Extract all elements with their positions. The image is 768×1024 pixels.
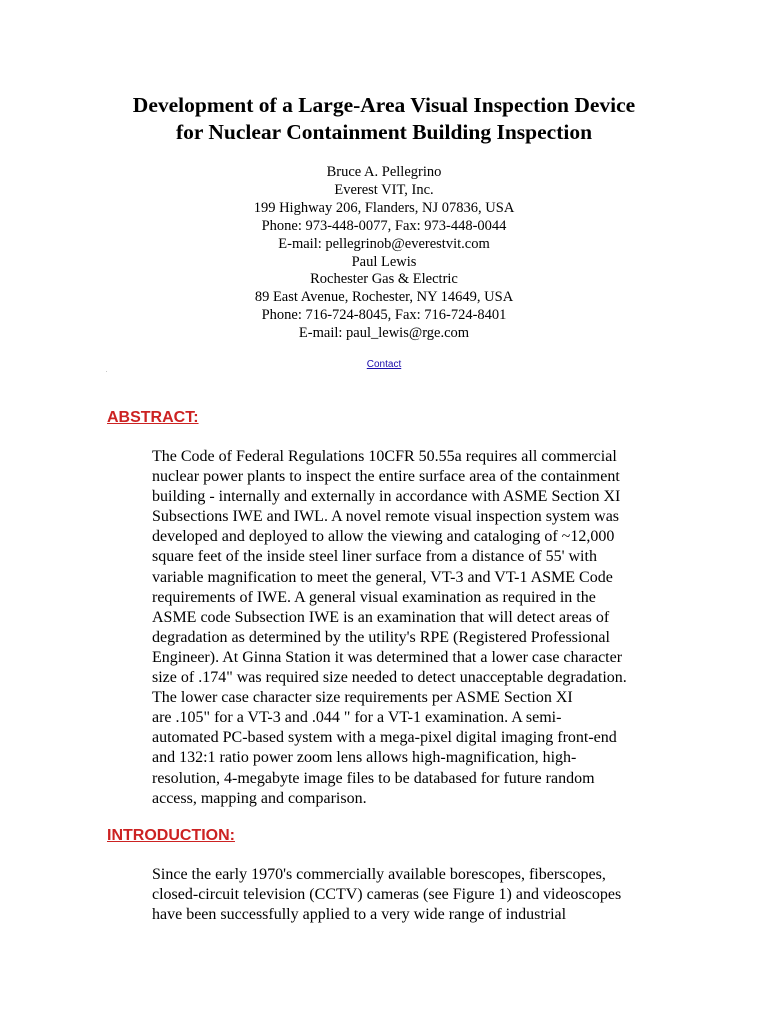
author-affiliation: Everest VIT, Inc.	[334, 181, 434, 198]
abstract-line: variable magnification to meet the general, VT-3 and VT-1 ASME Code	[152, 568, 613, 586]
introduction-line: have been successfully applied to a very wide range of industrial	[152, 906, 567, 924]
author-name: Bruce A. Pellegrino	[326, 164, 442, 180]
abstract-heading: ABSTRACT:	[107, 409, 199, 426]
abstract-line: automated PC-based system with a mega-pixel digital imaging front-end	[152, 729, 617, 747]
title-line-1: Development of a Large-Area Visual Inspection Device	[132, 93, 636, 117]
stray-dot	[106, 371, 107, 372]
author-phone: Phone: 973-448-0077, Fax: 973-448-0044	[261, 217, 507, 234]
abstract-paragraph	[152, 447, 672, 809]
abstract-line: requirements of IWE. A general visual examination as required in the	[152, 588, 596, 606]
author-address: 199 Highway 206, Flanders, NJ 07836, USA	[253, 199, 515, 216]
contact-link[interactable]: Contact	[366, 359, 402, 370]
abstract-line: Subsections IWE and IWL. A novel remote visual inspection system was	[152, 508, 620, 526]
abstract-line: square feet of the inside steel liner surface from a distance of 55' with	[152, 548, 597, 566]
abstract-line: building - internally and externally in accordance with ASME Section XI	[152, 488, 621, 506]
abstract-line: degradation as determined by the utility's RPE (Registered Professional	[152, 628, 610, 646]
abstract-line: size of .174" was required size needed to detect unacceptable degradation.	[152, 669, 627, 687]
abstract-line: The Code of Federal Regulations 10CFR 50.55a requires all commercial	[152, 448, 617, 465]
author-email: E-mail: pellegrinob@everestvit.com	[278, 235, 490, 252]
paper-title	[0, 92, 768, 146]
title-line-2: for Nuclear Containment Building Inspection	[175, 120, 593, 144]
abstract-line: and 132:1 ratio power zoom lens allows high-magnification, high-	[152, 749, 577, 767]
introduction-paragraph	[152, 865, 672, 925]
author-address: 89 East Avenue, Rochester, NY 14649, USA	[254, 289, 514, 306]
author-affiliation: Rochester Gas & Electric	[310, 271, 458, 288]
author-email: E-mail: paul_lewis@rge.com	[298, 325, 470, 342]
contact-container	[0, 359, 768, 371]
abstract-line: ASME code Subsection IWE is an examination that will detect areas of	[152, 608, 610, 626]
author-phone: Phone: 716-724-8045, Fax: 716-724-8401	[261, 307, 507, 324]
abstract-line: are .105" for a VT-3 and .044 " for a VT-1 examination. A semi-	[152, 709, 562, 727]
abstract-line: access, mapping and comparison.	[152, 789, 367, 807]
introduction-heading: INTRODUCTION:	[107, 827, 235, 844]
abstract-line: Engineer). At Ginna Station it was determined that a lower case character	[152, 648, 623, 666]
abstract-line: nuclear power plants to inspect the entire surface area of the containment	[152, 468, 620, 486]
abstract-line: resolution, 4-megabyte image files to be databased for future random	[152, 769, 595, 787]
author-name: Paul Lewis	[351, 253, 417, 270]
abstract-line: The lower case character size requirements per ASME Section XI	[152, 689, 573, 707]
author-block	[0, 164, 768, 343]
introduction-line: closed-circuit television (CCTV) cameras (see Figure 1) and videoscopes	[152, 886, 622, 904]
introduction-line: Since the early 1970's commercially available borescopes, fiberscopes,	[152, 866, 606, 883]
abstract-line: developed and deployed to allow the viewing and cataloging of ~12,000	[152, 528, 615, 546]
